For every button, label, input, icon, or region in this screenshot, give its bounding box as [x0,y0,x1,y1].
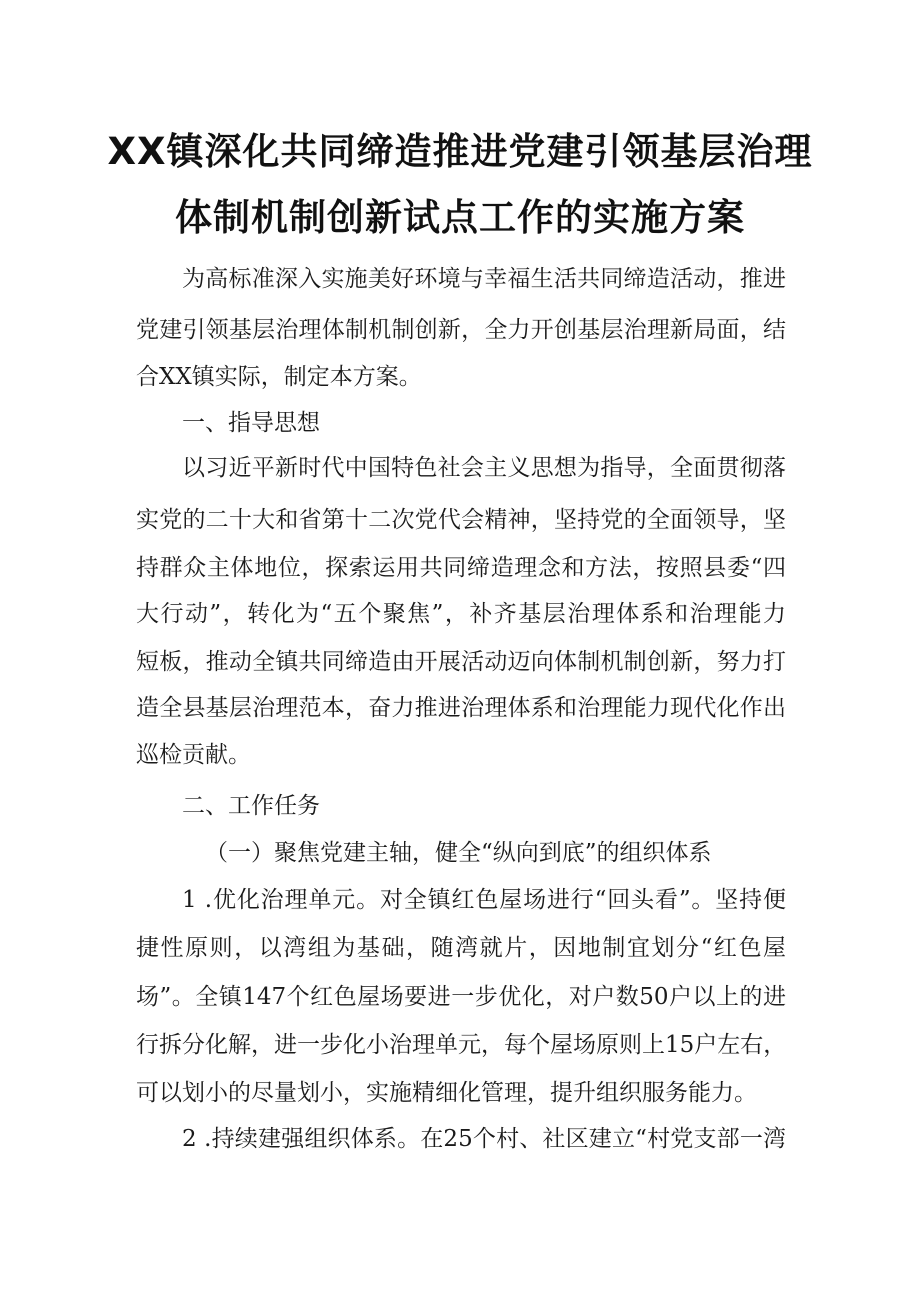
intro-line: 为高标准深入实施美好环境与幸福生活共同缔造活动，推进 [182,266,786,292]
section-1-line: 巡检贡献。 [136,742,251,768]
item-1-line: 场”。全镇147个红色屋场要进一步优化，对户数50户以上的进 [136,984,786,1010]
document-title-line-1: XX镇深化共同缔造推进党建引领基层治理 [107,130,813,173]
section-1-line: 大行动”，转化为“五个聚焦”，补齐基层治理体系和治理能力 [136,601,786,627]
section-1-heading: 一、指导思想 [182,410,320,436]
section-2-heading: 二、工作任务 [182,793,320,819]
intro-line: 合XX镇实际，制定本方案。 [136,364,422,390]
item-1-line: 捷性原则，以湾组为基础，随湾就片，因地制宜划分“红色屋 [136,935,786,961]
section-1-line: 短板，推动全镇共同缔造由开展活动迈向体制机制创新，努力打 [136,649,786,675]
section-1-line: 以习近平新时代中国特色社会主义思想为指导，全面贯彻落 [182,455,786,481]
section-1-line: 造全县基层治理范本，奋力推进治理体系和治理能力现代化作出 [136,695,786,721]
item-1-line: 可以划小的尽量划小，实施精细化管理，提升组织服务能力。 [136,1080,757,1106]
subsection-1-heading: （一）聚焦党建主轴，健全“纵向到底”的组织体系 [205,840,712,866]
item-1-line: 行拆分化解，进一步化小治理单元，每个屋场原则上15户左右， [136,1032,787,1058]
item-1-line: 1 .优化治理单元。对全镇红色屋场进行“回头看”。坚持便 [182,887,786,913]
item-2-line: 2 .持续建强组织体系。在25个村、社区建立“村党支部一湾 [182,1126,786,1152]
section-1-line: 持群众主体地位，探索运用共同缔造理念和方法，按照县委“四 [136,555,786,581]
intro-line: 党建引领基层治理体制机制创新，全力开创基层治理新局面，结 [136,317,786,343]
document-title-line-2: 体制机制创新试点工作的实施方案 [175,196,745,239]
section-1-line: 实党的二十大和省第十二次党代会精神，坚持党的全面领导，坚 [136,507,786,533]
